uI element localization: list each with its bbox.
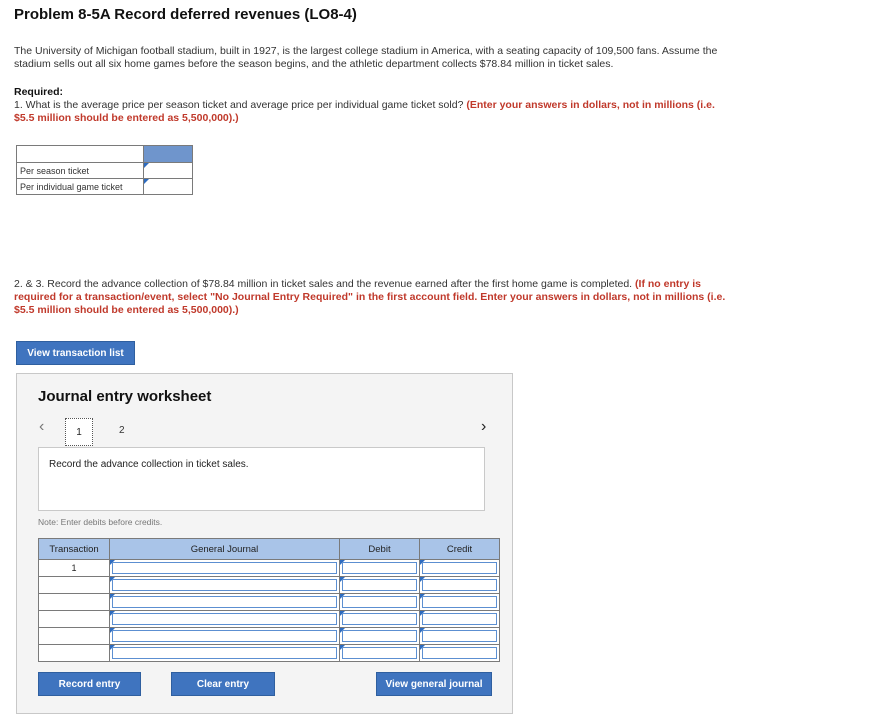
transaction-number [39,645,110,662]
answer-header-value [144,146,193,163]
journal-worksheet [16,373,513,714]
question-2-3-instruction: (If no entry is required for a transaction/event, select "No Journal Entry Required" in the first account field. Enter your answers in dollars, not in millions (i.e. $5.5 million should be entered as 5,500,000).) [14,278,726,316]
answer-table-header [17,146,193,163]
journal-row [39,611,500,628]
credit-input[interactable] [420,594,500,611]
journal-row [39,577,500,594]
input-border [422,596,497,608]
transaction-number [39,577,110,594]
input-border [422,562,497,574]
input-border [342,596,417,608]
credit-input[interactable] [420,611,500,628]
input-border [422,613,497,625]
clear-entry-button[interactable]: Clear entry [171,672,275,696]
account-select[interactable] [110,594,340,611]
column-credit: Credit [420,539,500,560]
record-entry-button[interactable]: Record entry [38,672,141,696]
credit-input[interactable] [420,645,500,662]
input-border [342,613,417,625]
transaction-number [39,628,110,645]
debit-input[interactable] [340,577,420,594]
transaction-number [39,611,110,628]
input-border [422,647,497,659]
required-label: Required: [14,86,64,98]
view-general-journal-button[interactable]: View general journal [376,672,492,696]
account-select[interactable] [110,577,340,594]
credit-input[interactable] [420,560,500,577]
question-1-instruction: (Enter your answers in dollars, not in millions (i.e. $5.5 million should be entered as 5,500,000).) [14,99,715,124]
page-tab-2[interactable]: 2 [119,425,125,436]
input-marker-icon [144,179,149,184]
game-ticket-input[interactable] [144,179,193,195]
answer-table [16,145,193,195]
page-tab-1[interactable]: 1 [65,418,93,446]
transaction-number [39,594,110,611]
account-select[interactable] [110,560,340,577]
input-border [422,579,497,591]
credit-input[interactable] [420,628,500,645]
journal-row [39,594,500,611]
debit-credit-note: Note: Enter debits before credits. [38,517,163,527]
question-2-3-text: 2. & 3. Record the advance collection of $78.84 million in ticket sales and the revenue earned after the first home game is completed. [14,278,633,290]
question-1-text: 1. What is the average price per season ticket and average price per individual game ticket sold? [14,99,464,111]
account-select[interactable] [110,645,340,662]
intro-paragraph: The University of Michigan football stadium, built in 1927, is the largest college stadium in America, with a seating capacity of 109,500 fans. Assume the stadium sells out all six home games before the season begins, and the athletic department collects $78.84 million in ticket sales. [14,45,718,70]
input-border [342,630,417,642]
input-border [112,579,337,591]
input-border [112,562,337,574]
account-select[interactable] [110,628,340,645]
debit-input[interactable] [340,611,420,628]
answer-row-label: Per individual game ticket [17,179,144,195]
question-1 [14,99,729,125]
chevron-right-icon[interactable]: › [481,418,487,435]
column-debit: Debit [340,539,420,560]
view-transaction-list-button[interactable]: View transaction list [16,341,135,365]
season-ticket-input[interactable] [144,163,193,179]
input-border [342,647,417,659]
debit-input[interactable] [340,645,420,662]
column-transaction: Transaction [39,539,110,560]
journal-row [39,560,500,577]
answer-header-blank [17,146,144,163]
transaction-description: Record the advance collection in ticket sales. [38,447,485,511]
account-select[interactable] [110,611,340,628]
journal-row [39,645,500,662]
input-border [112,596,337,608]
chevron-left-icon[interactable]: ‹ [39,418,45,435]
input-border [342,562,417,574]
debit-input[interactable] [340,594,420,611]
input-border [112,630,337,642]
input-border [422,630,497,642]
transaction-number: 1 [39,560,110,577]
answer-row [17,179,193,195]
credit-input[interactable] [420,577,500,594]
journal-row [39,628,500,645]
page-title: Problem 8-5A Record deferred revenues (LO8-4) [14,6,357,23]
input-border [342,579,417,591]
debit-input[interactable] [340,628,420,645]
debit-input[interactable] [340,560,420,577]
input-border [112,613,337,625]
input-marker-icon [144,163,149,168]
input-border [112,647,337,659]
journal-table [38,538,500,662]
journal-header-row [39,539,500,560]
worksheet-title: Journal entry worksheet [38,388,212,405]
answer-row-label: Per season ticket [17,163,144,179]
answer-row [17,163,193,179]
column-general-journal: General Journal [110,539,340,560]
question-2-3 [14,278,729,317]
